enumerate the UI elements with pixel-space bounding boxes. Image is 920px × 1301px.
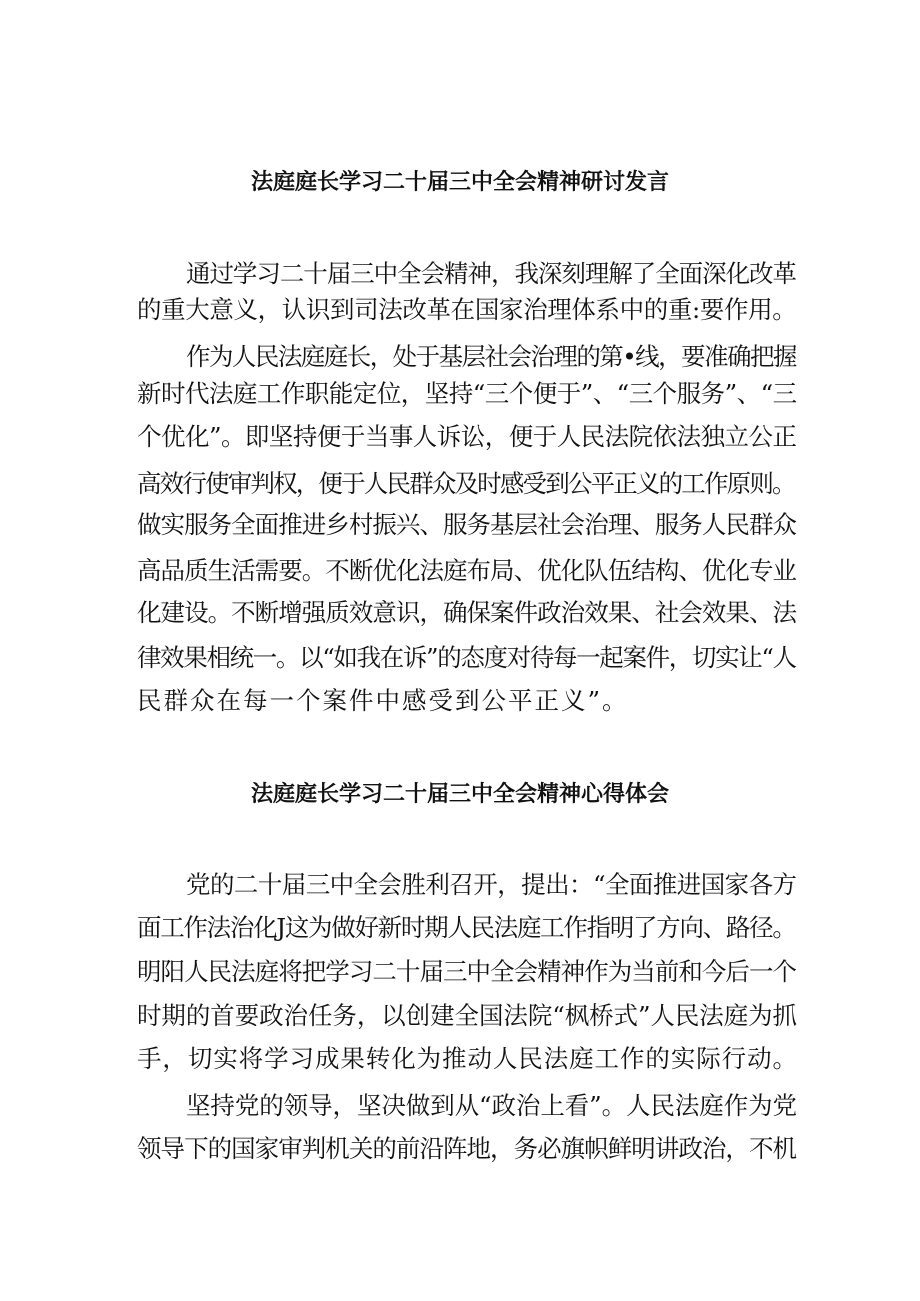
text-line: 时期的首要政治任务，以创建全国法院“枫桥式”人民法庭为抓 (137, 1001, 797, 1030)
text-line: 新时代法庭工作职能定位，坚持“三个便于”、“三个服务”、“三 (137, 379, 797, 408)
text-line: 化建设。不断增强质效意识，确保案件政治效果、社会效果、法 (137, 598, 797, 627)
text-line: 作为人民法庭庭长，处于基层社会治理的第•线，要准确把握 (186, 342, 796, 371)
text-line: 明阳人民法庭将把学习二十届三中全会精神作为当前和今后一个 (137, 957, 797, 986)
text-line: 坚持党的领导，坚决做到从“政治上看”。人民法庭作为党 (186, 1091, 797, 1120)
text-line: 手，切实将学习成果转化为推动人民法庭工作的实际行动。 (137, 1044, 798, 1073)
text-line: 通过学习二十届三中全会精神，我深刻理解了全面深化改革 (186, 259, 796, 288)
section1-title: 法庭庭长学习二十届三中全会精神研讨发言 (250, 170, 669, 195)
text-line: 面工作法治化J这为做好新时期人民法庭工作指明了方向、路径。 (137, 913, 796, 942)
text-line: 党的二十届三中全会胜利召开，提出：“全面推进国家各方 (186, 870, 797, 899)
text-line: 律效果相统一。以“如我在诉”的态度对待每一起案件，切实让“人 (137, 643, 796, 672)
text-line: 的重大意义，认识到司法改革在国家治理体系中的重:要作用。 (137, 295, 797, 324)
text-line: 高效行使审判权，便于人民群众及时感受到公平正义的工作原则。 (137, 469, 795, 498)
text-line: 高品质生活需要。不断优化法庭布局、优化队伍结构、优化专业 (137, 556, 797, 585)
section2-title: 法庭庭长学习二十届三中全会精神心得体会 (250, 782, 669, 807)
text-line: 领导下的国家审判机关的前沿阵地，务必旗帜鲜明讲政治，不机 (137, 1134, 797, 1163)
text-line: 个优化”。即坚持便于当事人诉讼，便于人民法院依法独立公正 (137, 422, 797, 451)
text-line: 做实服务全面推进乡村振兴、服务基层社会治理、服务人民群众 (137, 510, 797, 539)
text-line: 民群众在每一个案件中感受到公平正义”。 (137, 686, 629, 715)
